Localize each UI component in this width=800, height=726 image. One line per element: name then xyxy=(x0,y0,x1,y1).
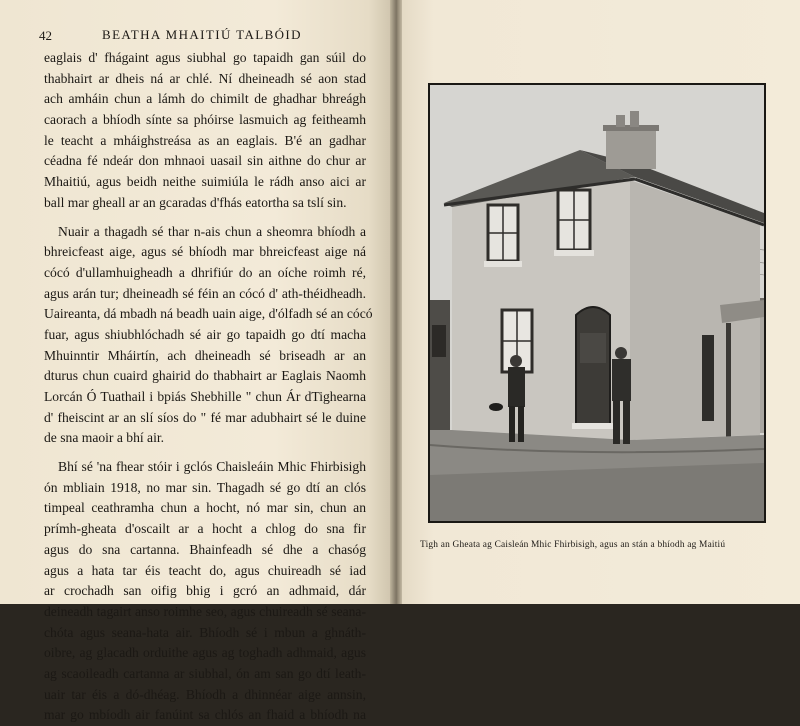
text-line: ach amháin chun a lámh do chimilt de ghadhar bhreágh xyxy=(44,91,366,107)
text-line: ag scaoileadh cartanna ar siubhal, ón am san go dtí leath- xyxy=(44,665,366,681)
text-line: ball mar gheall ar an gcaradas d'fhás eatortha sa tslí sin. xyxy=(44,194,347,210)
text-line: céadna fé ndeár don mhnaoi uasail sin aithne do chur ar xyxy=(44,153,366,169)
text-line: cócó d'ullamhuigheadh a dhrifiúr do an oíche roimh ré, xyxy=(44,264,366,280)
text-line: chóta agus seana-hata air. Bhíodh sé i mbun a ghnáth- xyxy=(44,624,366,640)
text-line: oibre, ag glacadh orduithe agus ag toghadh adhmaid, agus xyxy=(44,645,366,661)
text-line: Lorcán Ó Tuathail i bpiás Shebhille " chun Ár dTighearna xyxy=(44,389,366,404)
text-line: mar go mbíodh air fanúint sa chlós an fhaid a bhíodh na xyxy=(44,707,366,723)
text-line: fuar, agus shiubhlóchadh sé air go tapaidh go dtí macha xyxy=(44,326,366,342)
text-line: d' fheiscint ar an slí síos do " fé mar adubhairt sé le duine xyxy=(44,409,366,425)
text-line: bhreicfeast aige, agus sé bhíodh mar bhreicfeast aige ná xyxy=(44,244,366,260)
paragraph-2 xyxy=(44,222,373,450)
text-line: agus do sna cartanna. Bhainfeadh sé dhe a chasóg xyxy=(44,541,366,557)
text-line: Uaireanta, dá mbadh ná beadh uain aige, d'ólfadh sé an cócó xyxy=(44,306,373,322)
text-line: le teacht a mháighstreása as an eaglais. B'é an gadhar xyxy=(44,132,366,148)
text-line: deineadh tagairt anso roimhe seo, agus chuireadh sé seana- xyxy=(44,603,366,619)
text-line: caorach a bhíodh sínte sa phóirse lasmuich ag feitheamh xyxy=(44,112,366,128)
text-line: eaglais d' fhágaint agus siubhal go tapaidh gan súil do xyxy=(44,50,366,65)
text-line: uair tar éis a dó-dhéag. Bhíodh a dhinnéar aige annsin, xyxy=(44,686,366,702)
text-line: de sna maoir a bhí air. xyxy=(44,430,165,446)
text-line: ón mbliain 1918, no mar sin. Thagadh sé go dtí an clós xyxy=(44,479,366,495)
text-line: Mhuinntir Mháirtín, ach dheineadh sé briseadh ar an xyxy=(44,347,366,363)
page-number: 42 xyxy=(39,28,52,43)
text-line: Nuair a thagadh sé thar n-ais chun a sheomra bhíodh a xyxy=(58,223,366,239)
text-line: dturus chun cuaird ghairid do thabhairt ar Eaglais Naomh xyxy=(44,368,366,384)
house-photo xyxy=(430,85,764,521)
photo-caption: Tigh an Gheata ag Caisleán Mhic Fhirbisigh, agus an stán a bhíodh ag Maitiú xyxy=(420,540,726,550)
text-line: timpeal ceathramha chun a hocht, nó mar sin, chun an xyxy=(44,500,366,516)
text-line: Mhaitiú, agus beidh neithe suimiúla le rádh anso aici ar xyxy=(44,174,366,190)
text-line: agus arán tur; dheineadh sé féin an cócó d' ath-théidheadh. xyxy=(44,285,366,301)
left-page xyxy=(0,0,392,723)
text-line: thabhairt ar dheis ná ar chlé. Ní dheineadh sé aon stad xyxy=(44,70,366,86)
paragraph-3 xyxy=(44,457,366,726)
text-line: ar crochadh san oifig bhig i gcró an adhmaid, dár xyxy=(44,583,366,599)
photograph xyxy=(428,83,766,523)
text-line: agus a hata tar éis teacht do, agus chuireadh sé iad xyxy=(44,562,366,578)
running-head: BEATHA MHAITIÚ TALBÓID xyxy=(102,27,302,42)
body-text xyxy=(44,48,373,726)
paragraph-1 xyxy=(44,48,366,214)
text-line: prímh-gheata d'oscailt ar a hocht a chlog do sna fir xyxy=(44,521,366,537)
text-line: Bhí sé 'na fhear stóir i gclós Chaisleáin Mhic Fhirbisigh xyxy=(58,459,366,475)
